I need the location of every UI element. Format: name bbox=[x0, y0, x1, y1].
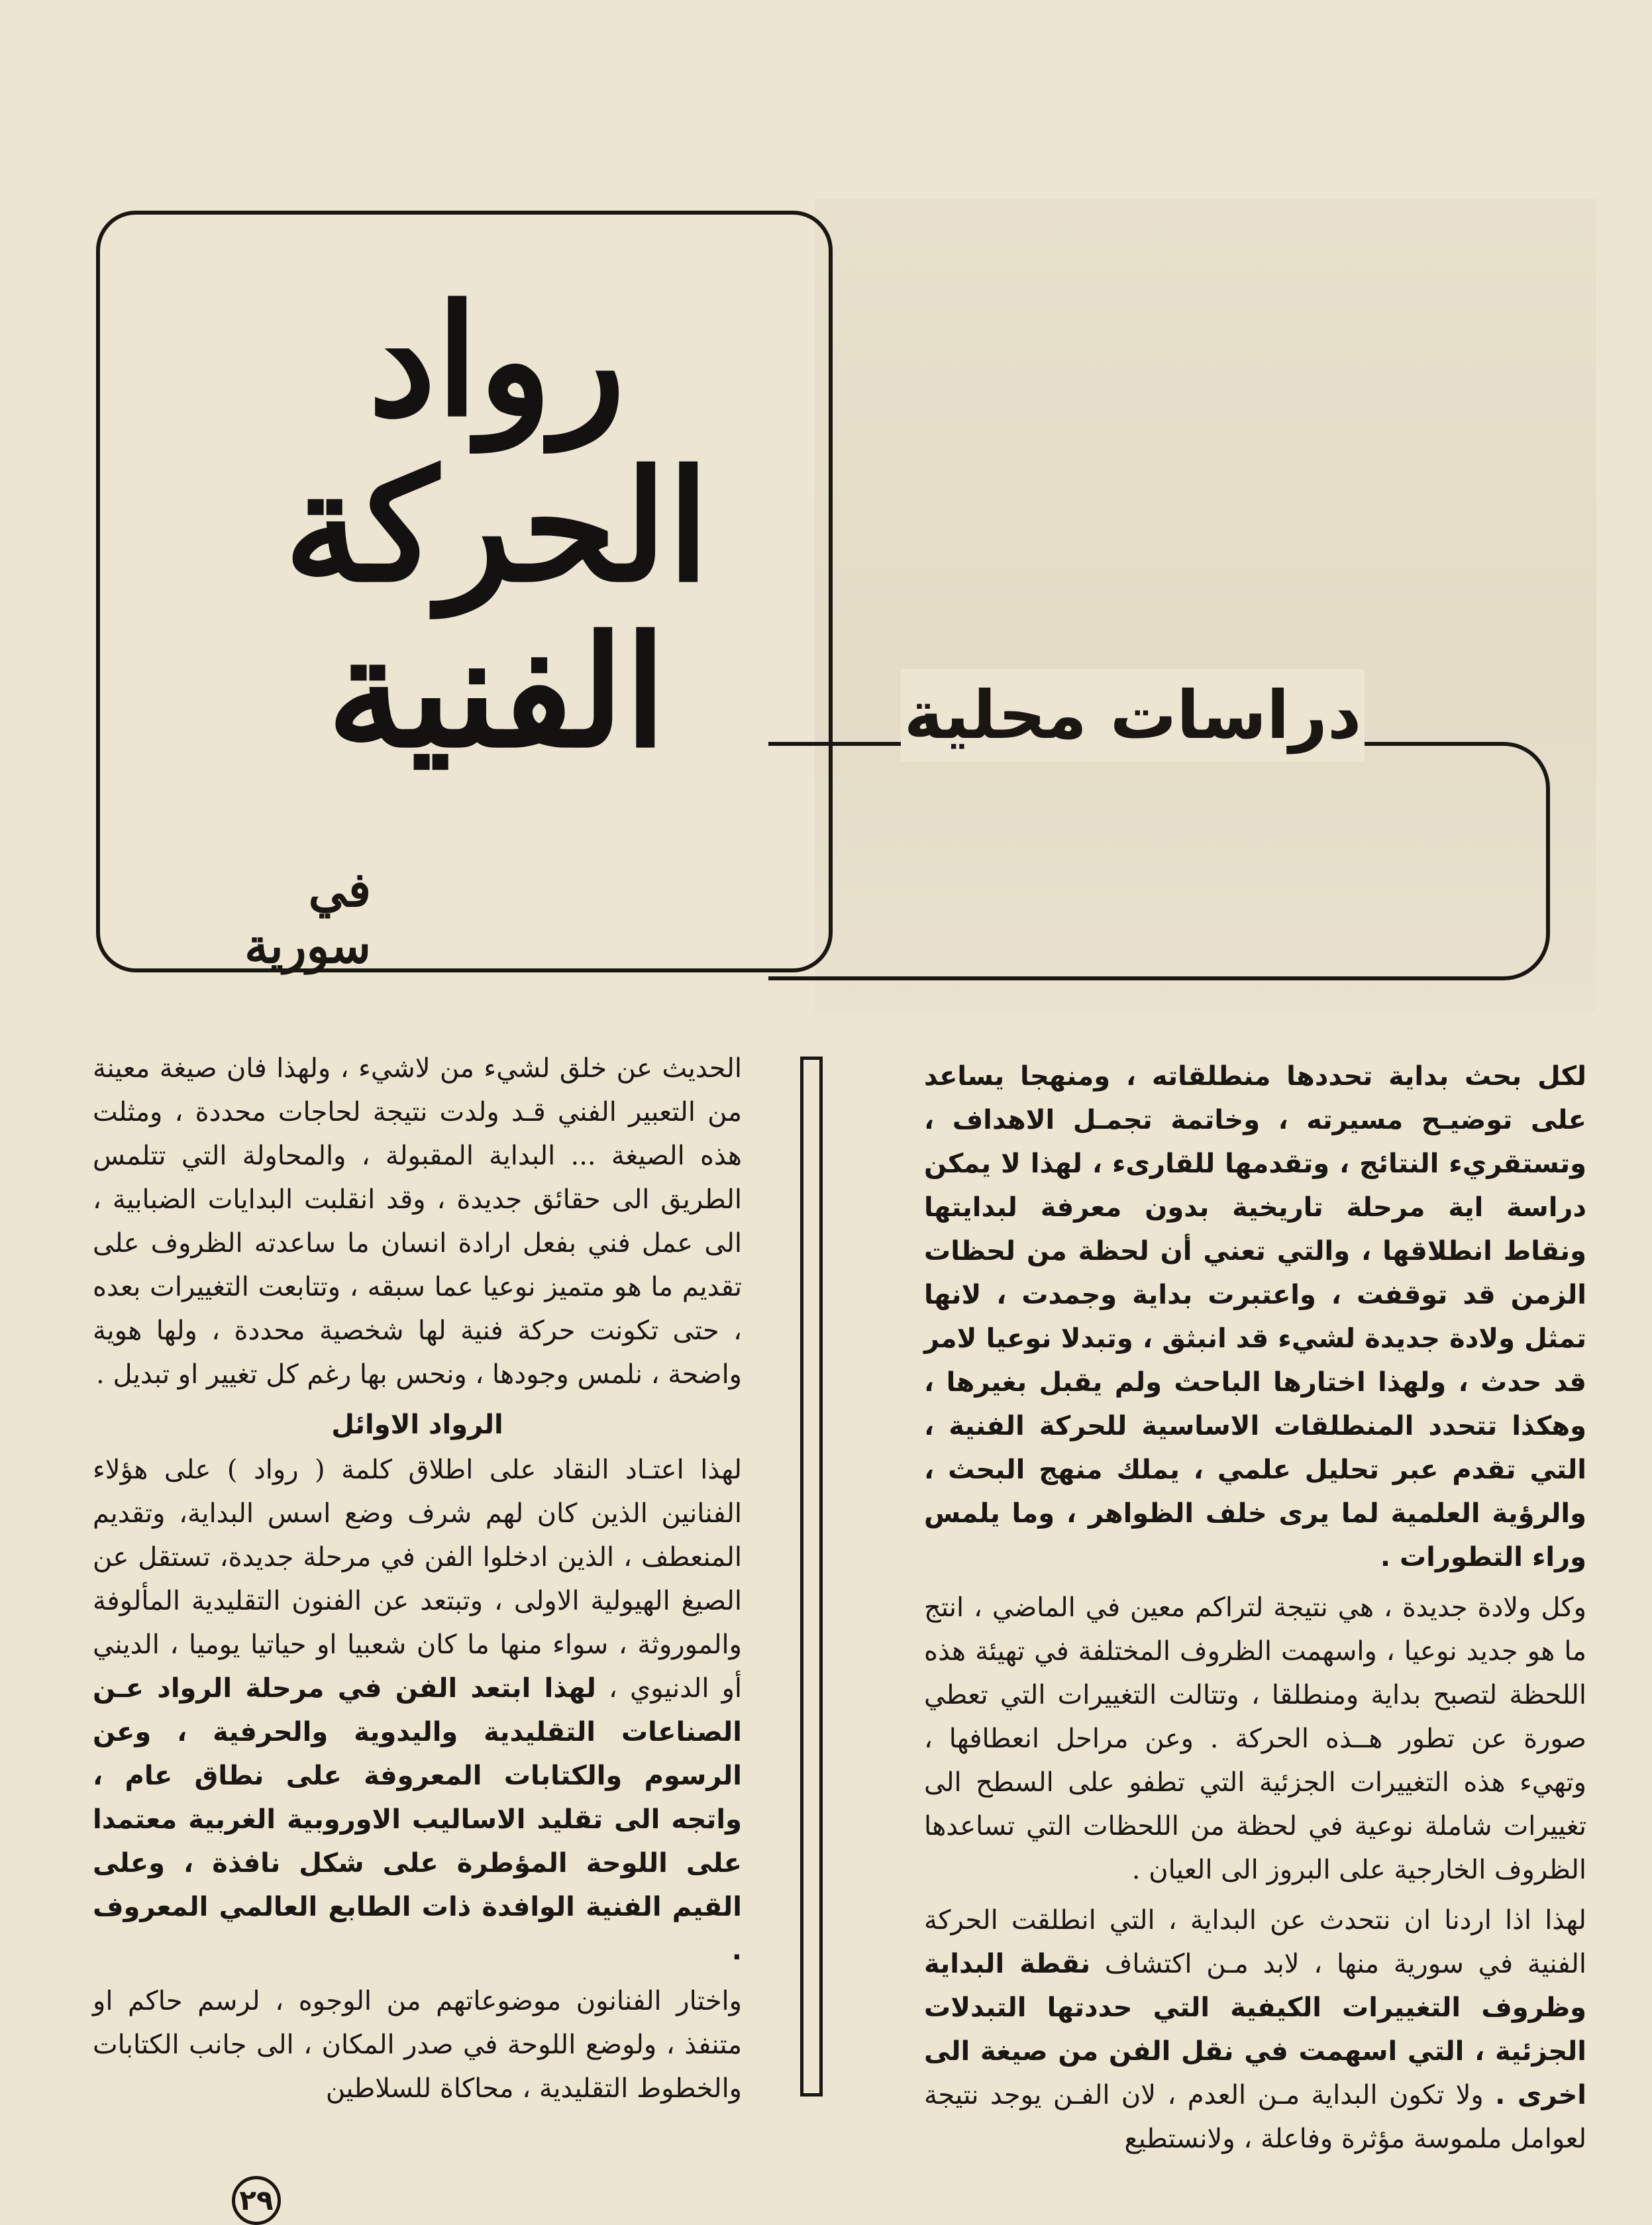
right-paragraph-3-end: ولا تكون البداية مـن العدم ، لان الفـن يوجد نتيجة لعوامل ملموسة مؤثرة وفاعلة ، ولانستطيع bbox=[924, 2080, 1586, 2154]
left-paragraph-3: واختار الفنانون موضوعاتهم من الوجوه ، لرسم حاكم او متنفذ ، ولوضع اللوحة في صدر المكان ، الى جانب الكتابات والخطوط التقليدية ، محاكاة للسلاطين bbox=[93, 1986, 742, 2104]
title-line-2: الحركة bbox=[284, 437, 710, 616]
right-paragraph-3-bold: نقطة البداية وظروف التغييرات الكيفية التي حددتها التبدلات الجزئية ، التي اسهمت في نقل الفن من صيغة الى اخرى . bbox=[924, 1949, 1586, 2110]
article-title bbox=[199, 272, 795, 782]
page-number: ٢٩ bbox=[232, 2176, 281, 2225]
right-paragraph-3 bbox=[924, 1898, 1586, 2161]
left-paragraph-2 bbox=[93, 1448, 742, 1973]
title-line-1: رواد bbox=[368, 272, 626, 450]
left-paragraph-2-start: لهذا اعتـاد النقاد على اطلاق كلمة ( رواد ) على هؤلاء الفنانين الذين كان لهم شرف وضع اسس البداية، وتقديم المنعطف ، الذين ادخلوا الفن في مرحلة جديدة، تستقل عن الصيغ الهيولية الاولى ، وتبتعد عن الفنون التقليدية المألوفة والموروثة ، سواء منها ما كان شعبيا او حياتيا يوميا ، الديني أو الدنيوي ، bbox=[93, 1455, 742, 1704]
right-column bbox=[924, 1055, 1586, 2167]
section-subheading: الرواد الاوائل bbox=[331, 1410, 503, 1440]
right-paragraph-1: لكل بحث بداية تحددها منطلقاته ، ومنهجا يساعد على توضيـح مسيرته ، وخاتمة تجمـل الاهداف ، وتستقريء النتائج ، وتقدمها للقارىء ، لهذا لا يمكن دراسة اية مرحلة تاريخية بدون معرفة لبدايتها ونقاط انطلاقها ، والتي تعني أن لحظة من لحظات الزمن قد توقفت ، واعتبرت بداية وجمدت ، لانها تمثل ولادة جديدة لشيء قد انبثق ، وتبدلا نوعيا لامر قد حدث ، ولهذا اختارها الباحث ولم يقبل بغيرها ، وهكذا تتحدد المنطلقات الاساسية للحركة الفنية ، التي تقدم عبر تحليل علمي ، يملك منهج البحث ، والرؤية العلمية لما يرى خلف الظواهر ، وما يلمس وراء التطورات . bbox=[924, 1061, 1586, 1573]
title-line-3: الفنية bbox=[327, 603, 667, 782]
article-subtitle: في سورية bbox=[244, 861, 371, 974]
right-paragraph-3-start: لهذا اذا اردنا ان نتحدث عن البداية ، التي انطلقت الحركة الفنية في سورية منها ، لابد مـن اكتشاف bbox=[924, 1905, 1587, 1979]
left-column bbox=[93, 1047, 742, 2117]
left-paragraph-1: الحديث عن خلق لشيء من لاشيء ، ولهذا فان صيغة معينة من التعبير الفني قـد ولدت نتيجة لحاجات محددة ، ومثلت هذه الصيغة ... البداية المقبولة ، والمحاولة التي تتلمس الطريق الى حقائق جديدة ، وقد انقلبت البدايات الضبابية ، الى عمل فني بفعل ارادة انسان ما ساعدته الظروف على تقديم ما هو متميز نوعيا عما سبقه ، وتتابعت التغييرات بعده ، حتى تكونت حركة فنية لها شخصية محددة ، ولها هوية واضحة ، نلمس وجودها ، ونحس بها رغم كل تغيير او تبديل . bbox=[93, 1053, 742, 1390]
left-paragraph-2-bold: لهذا ابتعد الفن في مرحلة الرواد عـن الصناعات التقليدية واليدوية والحرفية ، وعن الرسوم والكتابات المعروفة على نطاق عام ، واتجه الى تقليد الاساليب الاوروبية الغربية معتمدا على اللوحة المؤطرة على شكل نافذة ، وعلى القيم الفنية الوافدة ذات الطابع العالمي المعروف . bbox=[93, 1673, 742, 1966]
section-frame bbox=[768, 742, 1550, 980]
section-label: دراسات محلية bbox=[901, 669, 1365, 762]
column-divider bbox=[800, 1057, 823, 2096]
right-paragraph-2: وكل ولادة جديدة ، هي نتيجة لتراكم معين في الماضي ، انتج ما هو جديد نوعيا ، واسهمت الظروف المختلفة في تهيئة هذه اللحظة لتصبح بداية ومنطلقا ، وتتالت التغييرات التي تعطي صورة عن تطور هــذه الحركة . وعن مراحل انعطافها ، وتهيء هذه التغييرات الجزئية التي تطفو على السطح الى تغييرات شاملة نوعية في لحظة من اللحظات التي تساعدها الظروف الخارجية على البروز الى العيان . bbox=[924, 1592, 1586, 1885]
